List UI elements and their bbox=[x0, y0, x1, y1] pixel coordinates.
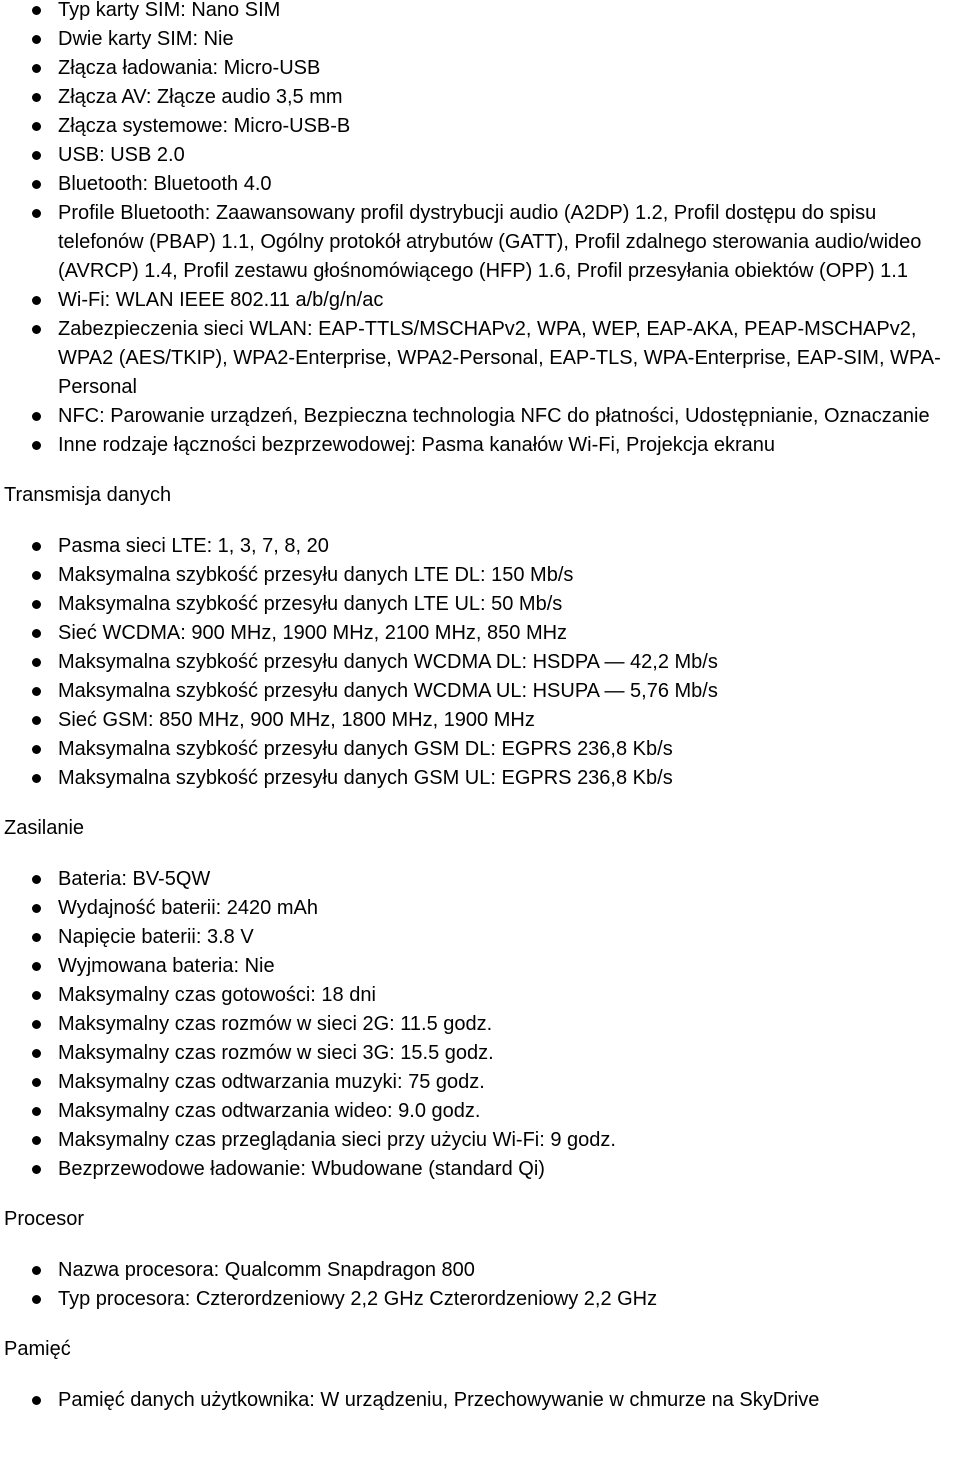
list-item bbox=[0, 112, 960, 141]
list-item bbox=[0, 0, 960, 25]
bullet-icon bbox=[32, 122, 41, 131]
list-item-text: Złącza AV: Złącze audio 3,5 mm bbox=[58, 86, 343, 108]
list-item-text: Nazwa procesora: Qualcomm Snapdragon 800 bbox=[58, 1259, 475, 1281]
list-item bbox=[0, 1386, 960, 1415]
bullet-icon bbox=[32, 151, 41, 160]
list-item-text: Maksymalna szybkość przesyłu danych LTE DL: 150 Mb/s bbox=[58, 564, 574, 586]
bullet-icon bbox=[32, 296, 41, 305]
section-heading-memory: Pamięć bbox=[4, 1338, 71, 1360]
list-item bbox=[0, 561, 960, 590]
list-item bbox=[0, 402, 960, 431]
bullet-icon bbox=[32, 629, 41, 638]
list-item-text: Sieć WCDMA: 900 MHz, 1900 MHz, 2100 MHz, 850 MHz bbox=[58, 622, 568, 644]
list-item-text: Wyjmowana bateria: Nie bbox=[58, 955, 275, 977]
list-item bbox=[0, 952, 960, 981]
list-item-text: Dwie karty SIM: Nie bbox=[58, 28, 234, 50]
list-item-text: Profile Bluetooth: Zaawansowany profil dystrybucji audio (A2DP) 1.2, Profil dostępu do spisu telefonów (PBAP) 1.1, Ogólny protokół atrybutów (GATT), Profil zdalnego sterowania audio/wideo (AVRCP) 1.4, Profil zestawu głośnomówiącego (HFP) 1.6, Profil przesyłania obiektów (OPP) 1.1 bbox=[58, 202, 922, 282]
list-item bbox=[0, 170, 960, 199]
bullet-icon bbox=[32, 441, 41, 450]
section-heading-processor: Procesor bbox=[4, 1208, 85, 1230]
bullet-icon bbox=[32, 962, 41, 971]
bullet-icon bbox=[32, 1020, 41, 1029]
list-item bbox=[0, 1256, 960, 1285]
list-item-text: Maksymalna szybkość przesyłu danych GSM UL: EGPRS 236,8 Kb/s bbox=[58, 767, 673, 789]
bullet-icon bbox=[32, 1078, 41, 1087]
bullet-icon bbox=[32, 1136, 41, 1145]
list-item bbox=[0, 981, 960, 1010]
bullet-icon bbox=[32, 35, 41, 44]
list-item-text: Typ karty SIM: Nano SIM bbox=[58, 0, 281, 21]
data-transfer-list bbox=[0, 532, 960, 793]
list-item-text: Maksymalny czas rozmów w sieci 3G: 15.5 godz. bbox=[58, 1042, 494, 1064]
processor-list bbox=[0, 1256, 960, 1314]
list-item bbox=[0, 590, 960, 619]
list-item-text: Maksymalna szybkość przesyłu danych LTE UL: 50 Mb/s bbox=[58, 593, 563, 615]
power-list bbox=[0, 865, 960, 1184]
list-item bbox=[0, 1097, 960, 1126]
list-item bbox=[0, 1010, 960, 1039]
list-item bbox=[0, 199, 960, 286]
list-item bbox=[0, 54, 960, 83]
bullet-icon bbox=[32, 991, 41, 1000]
list-item-text: Inne rodzaje łączności bezprzewodowej: Pasma kanałów Wi-Fi, Projekcja ekranu bbox=[58, 434, 775, 456]
list-item-text: Typ procesora: Czterordzeniowy 2,2 GHz Czterordzeniowy 2,2 GHz bbox=[58, 1288, 658, 1310]
list-item-text: Maksymalny czas gotowości: 18 dni bbox=[58, 984, 376, 1006]
bullet-icon bbox=[32, 1396, 41, 1405]
bullet-icon bbox=[32, 774, 41, 783]
bullet-icon bbox=[32, 1049, 41, 1058]
bullet-icon bbox=[32, 209, 41, 218]
bullet-icon bbox=[32, 716, 41, 725]
list-item-text: NFC: Parowanie urządzeń, Bezpieczna technologia NFC do płatności, Udostępnianie, Oznaczanie bbox=[58, 405, 930, 427]
list-item-text: Maksymalna szybkość przesyłu danych WCDMA DL: HSDPA — 42,2 Mb/s bbox=[58, 651, 718, 673]
list-item-text: Pasma sieci LTE: 1, 3, 7, 8, 20 bbox=[58, 535, 329, 557]
bullet-icon bbox=[32, 412, 41, 421]
list-item bbox=[0, 1068, 960, 1097]
list-item bbox=[0, 431, 960, 460]
list-item bbox=[0, 25, 960, 54]
list-item-text: Sieć GSM: 850 MHz, 900 MHz, 1800 MHz, 1900 MHz bbox=[58, 709, 535, 731]
bullet-icon bbox=[32, 875, 41, 884]
bullet-icon bbox=[32, 687, 41, 696]
list-item bbox=[0, 648, 960, 677]
list-item bbox=[0, 706, 960, 735]
list-item bbox=[0, 1126, 960, 1155]
bullet-icon bbox=[32, 180, 41, 189]
list-item-text: Pamięć danych użytkownika: W urządzeniu, Przechowywanie w chmurze na SkyDrive bbox=[58, 1389, 820, 1411]
list-item bbox=[0, 677, 960, 706]
list-item-text: Napięcie baterii: 3.8 V bbox=[58, 926, 254, 948]
list-item bbox=[0, 619, 960, 648]
memory-list bbox=[0, 1386, 960, 1415]
bullet-icon bbox=[32, 325, 41, 334]
list-item bbox=[0, 1155, 960, 1184]
list-item bbox=[0, 286, 960, 315]
list-item bbox=[0, 865, 960, 894]
list-item bbox=[0, 1285, 960, 1314]
list-item-text: Bateria: BV-5QW bbox=[58, 868, 211, 890]
list-item bbox=[0, 532, 960, 561]
bullet-icon bbox=[32, 745, 41, 754]
list-item-text: Wi-Fi: WLAN IEEE 802.11 a/b/g/n/ac bbox=[58, 289, 384, 311]
bullet-icon bbox=[32, 933, 41, 942]
list-item bbox=[0, 1039, 960, 1068]
bullet-icon bbox=[32, 1165, 41, 1174]
connectivity-list bbox=[0, 0, 960, 460]
list-item-text: Złącza ładowania: Micro-USB bbox=[58, 57, 321, 79]
list-item bbox=[0, 315, 960, 402]
list-item-text: Złącza systemowe: Micro-USB-B bbox=[58, 115, 351, 137]
list-item-text: Wydajność baterii: 2420 mAh bbox=[58, 897, 318, 919]
bullet-icon bbox=[32, 542, 41, 551]
bullet-icon bbox=[32, 904, 41, 913]
bullet-icon bbox=[32, 1295, 41, 1304]
list-item-text: Zabezpieczenia sieci WLAN: EAP-TTLS/MSCHAPv2, WPA, WEP, EAP-AKA, PEAP-MSCHAPv2, WPA2 (AES/TKIP), WPA2-Enterprise, WPA2-Personal, EAP-TLS, WPA-Enterprise, EAP-SIM, WPA-Personal bbox=[58, 318, 941, 398]
list-item-text: Bluetooth: Bluetooth 4.0 bbox=[58, 173, 272, 195]
bullet-icon bbox=[32, 571, 41, 580]
list-item bbox=[0, 764, 960, 793]
bullet-icon bbox=[32, 93, 41, 102]
section-heading-power: Zasilanie bbox=[4, 817, 85, 839]
list-item-text: Maksymalny czas przeglądania sieci przy użyciu Wi-Fi: 9 godz. bbox=[58, 1129, 616, 1151]
list-item-text: Maksymalny czas rozmów w sieci 2G: 11.5 godz. bbox=[58, 1013, 493, 1035]
list-item-text: Maksymalna szybkość przesyłu danych GSM DL: EGPRS 236,8 Kb/s bbox=[58, 738, 673, 760]
list-item-text: Maksymalny czas odtwarzania wideo: 9.0 godz. bbox=[58, 1100, 481, 1122]
list-item bbox=[0, 141, 960, 170]
bullet-icon bbox=[32, 1107, 41, 1116]
list-item bbox=[0, 83, 960, 112]
list-item bbox=[0, 923, 960, 952]
bullet-icon bbox=[32, 64, 41, 73]
list-item bbox=[0, 735, 960, 764]
bullet-icon bbox=[32, 600, 41, 609]
bullet-icon bbox=[32, 6, 41, 15]
bullet-icon bbox=[32, 658, 41, 667]
bullet-icon bbox=[32, 1266, 41, 1275]
list-item bbox=[0, 894, 960, 923]
list-item-text: Maksymalny czas odtwarzania muzyki: 75 godz. bbox=[58, 1071, 485, 1093]
list-item-text: Maksymalna szybkość przesyłu danych WCDMA UL: HSUPA — 5,76 Mb/s bbox=[58, 680, 718, 702]
section-heading-data-transfer: Transmisja danych bbox=[4, 484, 172, 506]
list-item-text: Bezprzewodowe ładowanie: Wbudowane (standard Qi) bbox=[58, 1158, 545, 1180]
list-item-text: USB: USB 2.0 bbox=[58, 144, 185, 166]
